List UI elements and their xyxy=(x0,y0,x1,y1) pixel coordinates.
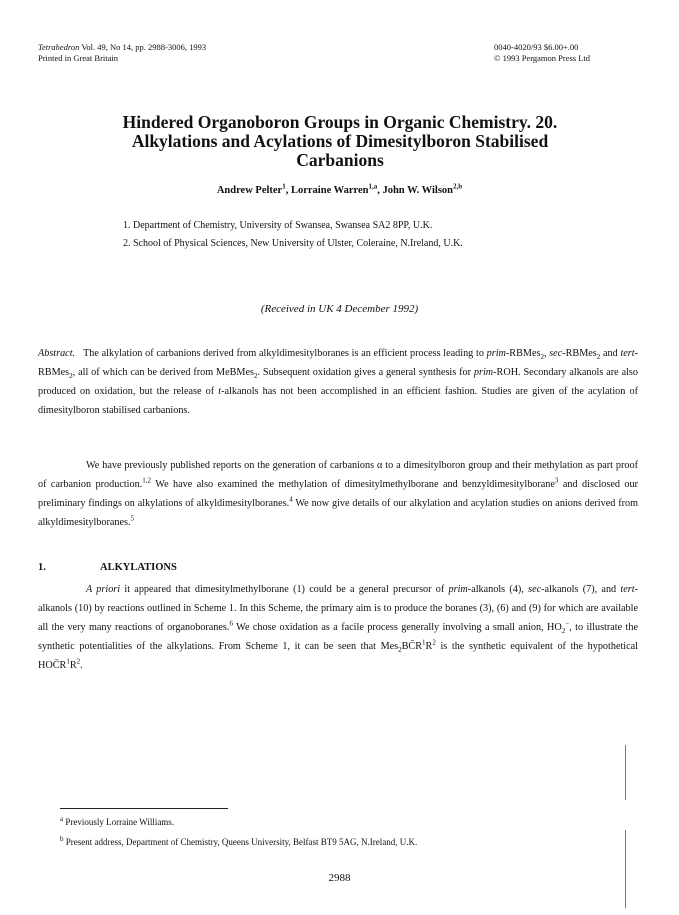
footnote-rule xyxy=(60,808,228,809)
issn-price: 0040-4020/93 $6.00+.00 xyxy=(494,42,579,52)
footnote-b: $^b$ Present address, Department of Chemistry, Queens University, Belfast BT9 5AG, N.Ireland, U.K. xyxy=(60,835,418,847)
scan-artifact-line xyxy=(625,830,626,908)
section-1-paragraph: A priori it appeared that dimesitylmethylborane (1) could be a general precursor of prim-alkanols (4), sec-alkanols (7), and tert-alkanols (10) by reactions outlined in Scheme 1. In this Scheme, the primary aim is to produce the boranes (3), (6) and (9) for which are available all the very many reactions of organoboranes.$^6$ We chose oxidation as a facile process generally involving a small anion, $HO_2^-$, to illustrate the synthetic potentialities of the alkylations. From Scheme 1, it can be seen that $Mes_2BC̄R^1R^2$ is the synthetic equivalent of the hypothetical $HOC̄R^1R^2$. xyxy=(38,584,639,671)
article-title: Hindered Organoboron Groups in Organic Chemistry. 20. Alkylations and Acylations of Dimesitylboron Stabilised Carbanions xyxy=(122,112,558,170)
copyright: © 1993 Pergamon Press Ltd xyxy=(494,53,591,63)
footnote-a: $^a$ Previously Lorraine Williams. xyxy=(60,815,175,827)
abstract: Abstract. The alkylation of carbanions derived from alkyldimesitylboranes is an efficient process leading to prim-RBMes$_2$, sec-RBMes$_2$ and tert-RBMes$_2$, all of which can be derived from MeBMes$_2$. Subsequent oxidation gives a general synthesis for prim-ROH. Secondary alkanols are also produced on oxidation, but the release of t-alkanols has not been accomplished in an efficient fashion. Studies are given of the acylation of dimesitylboron stabilised carbanions. xyxy=(38,348,638,416)
running-header-right xyxy=(494,42,590,64)
affiliation-1: 1. Department of Chemistry, University of Swansea, Swansea SA2 8PP, U.K. xyxy=(123,220,433,231)
section-heading: 1. ALKYLATIONS xyxy=(38,562,177,573)
author-list: Andrew Pelter$^1$, Lorraine Warren$^{1,a}$, John W. Wilson$^{2,b}$ xyxy=(216,182,463,196)
affiliation-2: 2. School of Physical Sciences, New University of Ulster, Coleraine, N.Ireland, U.K. xyxy=(123,238,463,249)
journal-citation: Tetrahedron Vol. 49, No 14, pp. 2988-3006, 1993 xyxy=(38,42,207,52)
printed-in: Printed in Great Britain xyxy=(38,53,119,63)
intro-paragraph: We have previously published reports on the generation of carbanions α to a dimesitylboron group and their methylation as part proof of carbanion production.$^{1,2}$ We have also examined the methylation of dimesitylmethylborane and benzyldimesitylborane$^3$ and disclosed our preliminary findings on alkylations of alkyldimesitylboranes.$^4$ We now give details of our alkylation and acylation studies on anions derived from alkyldimesitylboranes.$^5$ xyxy=(38,460,638,528)
received-date: (Received in UK 4 December 1992) xyxy=(260,303,419,315)
running-header-left xyxy=(38,42,206,64)
page-number: 2988 xyxy=(328,872,351,884)
abstract-label: Abstract. xyxy=(38,348,76,359)
scan-artifact-line xyxy=(625,745,626,800)
